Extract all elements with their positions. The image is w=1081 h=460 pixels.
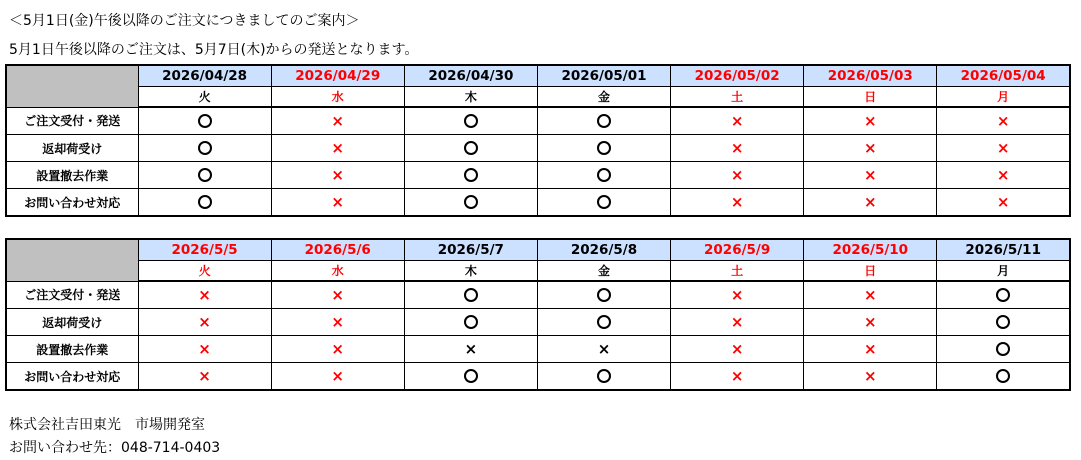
available-circle-icon bbox=[464, 168, 478, 182]
unavailable-cross-icon: × bbox=[331, 138, 344, 157]
status-unavailable bbox=[804, 336, 937, 363]
date-header: 2026/5/7 bbox=[404, 239, 537, 261]
unavailable-cross-icon: × bbox=[730, 312, 744, 331]
weekday-cell: 金 bbox=[537, 261, 670, 282]
available-circle-icon bbox=[996, 315, 1010, 329]
unavailable-cross-icon: × bbox=[331, 366, 344, 385]
schedule-row bbox=[6, 309, 1070, 336]
notice-subtitle: 5月1日午後以降のご注文は、5月7日(木)からの発送となります。 bbox=[9, 42, 419, 58]
schedule-row bbox=[6, 189, 1070, 217]
status-available bbox=[404, 107, 537, 135]
date-header: 2026/5/5 bbox=[138, 239, 271, 261]
status-available bbox=[537, 135, 670, 162]
available-circle-icon bbox=[597, 315, 611, 329]
schedule-row bbox=[6, 281, 1070, 309]
unavailable-cross-icon: × bbox=[198, 312, 211, 331]
service-label: 設置撤去作業 bbox=[6, 336, 138, 363]
status-unavailable bbox=[271, 363, 404, 391]
weekday-cell: 水 bbox=[271, 87, 404, 108]
unavailable-cross-icon: × bbox=[331, 285, 344, 304]
status-available bbox=[404, 135, 537, 162]
date-header: 2026/04/28 bbox=[138, 65, 271, 87]
unavailable-cross-icon: × bbox=[331, 192, 344, 211]
date-header: 2026/5/8 bbox=[537, 239, 670, 261]
status-unavailable bbox=[271, 281, 404, 309]
unavailable-cross-icon: × bbox=[198, 366, 211, 385]
unavailable-cross-icon: × bbox=[996, 111, 1010, 130]
weekday-cell: 土 bbox=[671, 87, 804, 108]
status-unavailable bbox=[138, 309, 271, 336]
status-unavailable bbox=[671, 189, 804, 217]
status-unavailable bbox=[804, 363, 937, 391]
unavailable-cross-icon: × bbox=[730, 366, 744, 385]
unavailable-cross-icon: × bbox=[730, 111, 744, 130]
date-header-row bbox=[6, 239, 1070, 261]
available-circle-icon bbox=[597, 168, 611, 182]
available-circle-icon bbox=[464, 195, 478, 209]
weekday-row bbox=[6, 87, 1070, 108]
unavailable-cross-icon: × bbox=[730, 339, 744, 358]
date-header: 2026/5/11 bbox=[937, 239, 1070, 261]
status-unavailable bbox=[804, 309, 937, 336]
schedule-row bbox=[6, 135, 1070, 162]
status-unavailable bbox=[804, 281, 937, 309]
unavailable-cross-icon: × bbox=[331, 312, 344, 331]
status-available bbox=[537, 162, 670, 189]
weekday-cell: 日 bbox=[804, 261, 937, 282]
schedule-row bbox=[6, 363, 1070, 391]
available-circle-icon bbox=[996, 288, 1010, 302]
unavailable-cross-icon: × bbox=[996, 138, 1010, 157]
status-available bbox=[404, 162, 537, 189]
unavailable-cross-icon: × bbox=[863, 165, 877, 184]
status-available bbox=[138, 162, 271, 189]
available-circle-icon bbox=[198, 141, 212, 155]
status-unavailable bbox=[671, 107, 804, 135]
corner-cell bbox=[6, 239, 138, 281]
footer-contact: お問い合わせ先：048-714-0403 bbox=[9, 440, 221, 456]
date-header: 2026/05/01 bbox=[537, 65, 670, 87]
unavailable-cross-icon: × bbox=[730, 138, 744, 157]
notice-title: ＜5月1日(金)午後以降のご注文につきましてのご案内＞ bbox=[9, 13, 360, 29]
status-unavailable bbox=[671, 281, 804, 309]
status-available bbox=[404, 309, 537, 336]
status-unavailable bbox=[537, 336, 670, 363]
status-unavailable bbox=[937, 135, 1070, 162]
unavailable-cross-icon: × bbox=[730, 192, 744, 211]
date-header: 2026/5/6 bbox=[271, 239, 404, 261]
status-unavailable bbox=[804, 107, 937, 135]
status-available bbox=[138, 189, 271, 217]
status-available bbox=[138, 107, 271, 135]
date-header: 2026/5/10 bbox=[804, 239, 937, 261]
status-available bbox=[937, 363, 1070, 391]
status-available bbox=[537, 281, 670, 309]
status-unavailable bbox=[671, 309, 804, 336]
available-circle-icon bbox=[198, 195, 212, 209]
available-circle-icon bbox=[464, 369, 478, 383]
unavailable-cross-icon: × bbox=[597, 339, 611, 358]
weekday-cell: 土 bbox=[671, 261, 804, 282]
available-circle-icon bbox=[597, 288, 611, 302]
status-available bbox=[937, 309, 1070, 336]
status-unavailable bbox=[937, 189, 1070, 217]
available-circle-icon bbox=[464, 114, 478, 128]
available-circle-icon bbox=[597, 195, 611, 209]
status-unavailable bbox=[671, 336, 804, 363]
status-unavailable bbox=[804, 189, 937, 217]
status-unavailable bbox=[271, 162, 404, 189]
unavailable-cross-icon: × bbox=[863, 192, 877, 211]
weekday-cell: 火 bbox=[138, 87, 271, 108]
status-unavailable bbox=[671, 363, 804, 391]
unavailable-cross-icon: × bbox=[198, 339, 211, 358]
status-available bbox=[537, 189, 670, 217]
service-label: お問い合わせ対応 bbox=[6, 189, 138, 217]
weekday-cell: 木 bbox=[404, 87, 537, 108]
schedule-table-2 bbox=[5, 238, 1071, 391]
unavailable-cross-icon: × bbox=[863, 366, 877, 385]
schedule-row bbox=[6, 336, 1070, 363]
status-unavailable bbox=[404, 336, 537, 363]
available-circle-icon bbox=[996, 342, 1010, 356]
status-unavailable bbox=[138, 281, 271, 309]
weekday-cell: 金 bbox=[537, 87, 670, 108]
schedule-table-1 bbox=[5, 64, 1071, 217]
status-unavailable bbox=[804, 162, 937, 189]
status-unavailable bbox=[271, 336, 404, 363]
weekday-cell: 水 bbox=[271, 261, 404, 282]
status-unavailable bbox=[271, 189, 404, 217]
weekday-cell: 火 bbox=[138, 261, 271, 282]
schedule-row bbox=[6, 107, 1070, 135]
status-available bbox=[404, 189, 537, 217]
available-circle-icon bbox=[464, 315, 478, 329]
status-available bbox=[537, 363, 670, 391]
available-circle-icon bbox=[464, 141, 478, 155]
status-unavailable bbox=[937, 107, 1070, 135]
status-available bbox=[937, 281, 1070, 309]
status-unavailable bbox=[671, 162, 804, 189]
available-circle-icon bbox=[597, 369, 611, 383]
status-available bbox=[404, 281, 537, 309]
available-circle-icon bbox=[464, 288, 478, 302]
unavailable-cross-icon: × bbox=[331, 165, 344, 184]
date-header: 2026/05/02 bbox=[671, 65, 804, 87]
status-unavailable bbox=[804, 135, 937, 162]
weekday-cell: 日 bbox=[804, 87, 937, 108]
service-label: ご注文受付・発送 bbox=[6, 281, 138, 309]
available-circle-icon bbox=[198, 168, 212, 182]
available-circle-icon bbox=[996, 369, 1010, 383]
unavailable-cross-icon: × bbox=[863, 138, 877, 157]
service-label: 返却荷受け bbox=[6, 135, 138, 162]
status-unavailable bbox=[138, 363, 271, 391]
status-unavailable bbox=[271, 309, 404, 336]
status-available bbox=[138, 135, 271, 162]
schedule-row bbox=[6, 162, 1070, 189]
weekday-cell: 木 bbox=[404, 261, 537, 282]
status-available bbox=[404, 363, 537, 391]
status-available bbox=[537, 309, 670, 336]
date-header: 2026/04/30 bbox=[404, 65, 537, 87]
date-header-row bbox=[6, 65, 1070, 87]
weekday-row bbox=[6, 261, 1070, 282]
status-unavailable bbox=[138, 336, 271, 363]
service-label: 設置撤去作業 bbox=[6, 162, 138, 189]
date-header: 2026/05/04 bbox=[937, 65, 1070, 87]
available-circle-icon bbox=[597, 114, 611, 128]
weekday-cell: 月 bbox=[937, 87, 1070, 108]
unavailable-cross-icon: × bbox=[863, 285, 877, 304]
service-label: ご注文受付・発送 bbox=[6, 107, 138, 135]
unavailable-cross-icon: × bbox=[464, 339, 478, 358]
status-unavailable bbox=[671, 135, 804, 162]
unavailable-cross-icon: × bbox=[331, 111, 344, 130]
date-header: 2026/04/29 bbox=[271, 65, 404, 87]
unavailable-cross-icon: × bbox=[730, 285, 744, 304]
date-header: 2026/5/9 bbox=[671, 239, 804, 261]
status-unavailable bbox=[937, 162, 1070, 189]
unavailable-cross-icon: × bbox=[996, 192, 1010, 211]
status-unavailable bbox=[271, 135, 404, 162]
service-label: 返却荷受け bbox=[6, 309, 138, 336]
unavailable-cross-icon: × bbox=[996, 165, 1010, 184]
status-available bbox=[937, 336, 1070, 363]
status-unavailable bbox=[271, 107, 404, 135]
date-header: 2026/05/03 bbox=[804, 65, 937, 87]
unavailable-cross-icon: × bbox=[331, 339, 344, 358]
corner-cell bbox=[6, 65, 138, 107]
unavailable-cross-icon: × bbox=[730, 165, 744, 184]
unavailable-cross-icon: × bbox=[198, 285, 211, 304]
service-label: お問い合わせ対応 bbox=[6, 363, 138, 391]
available-circle-icon bbox=[198, 114, 212, 128]
available-circle-icon bbox=[597, 141, 611, 155]
unavailable-cross-icon: × bbox=[863, 111, 877, 130]
weekday-cell: 月 bbox=[937, 261, 1070, 282]
unavailable-cross-icon: × bbox=[863, 312, 877, 331]
unavailable-cross-icon: × bbox=[863, 339, 877, 358]
footer-company: 株式会社吉田東光 市場開発室 bbox=[9, 417, 205, 433]
status-available bbox=[537, 107, 670, 135]
